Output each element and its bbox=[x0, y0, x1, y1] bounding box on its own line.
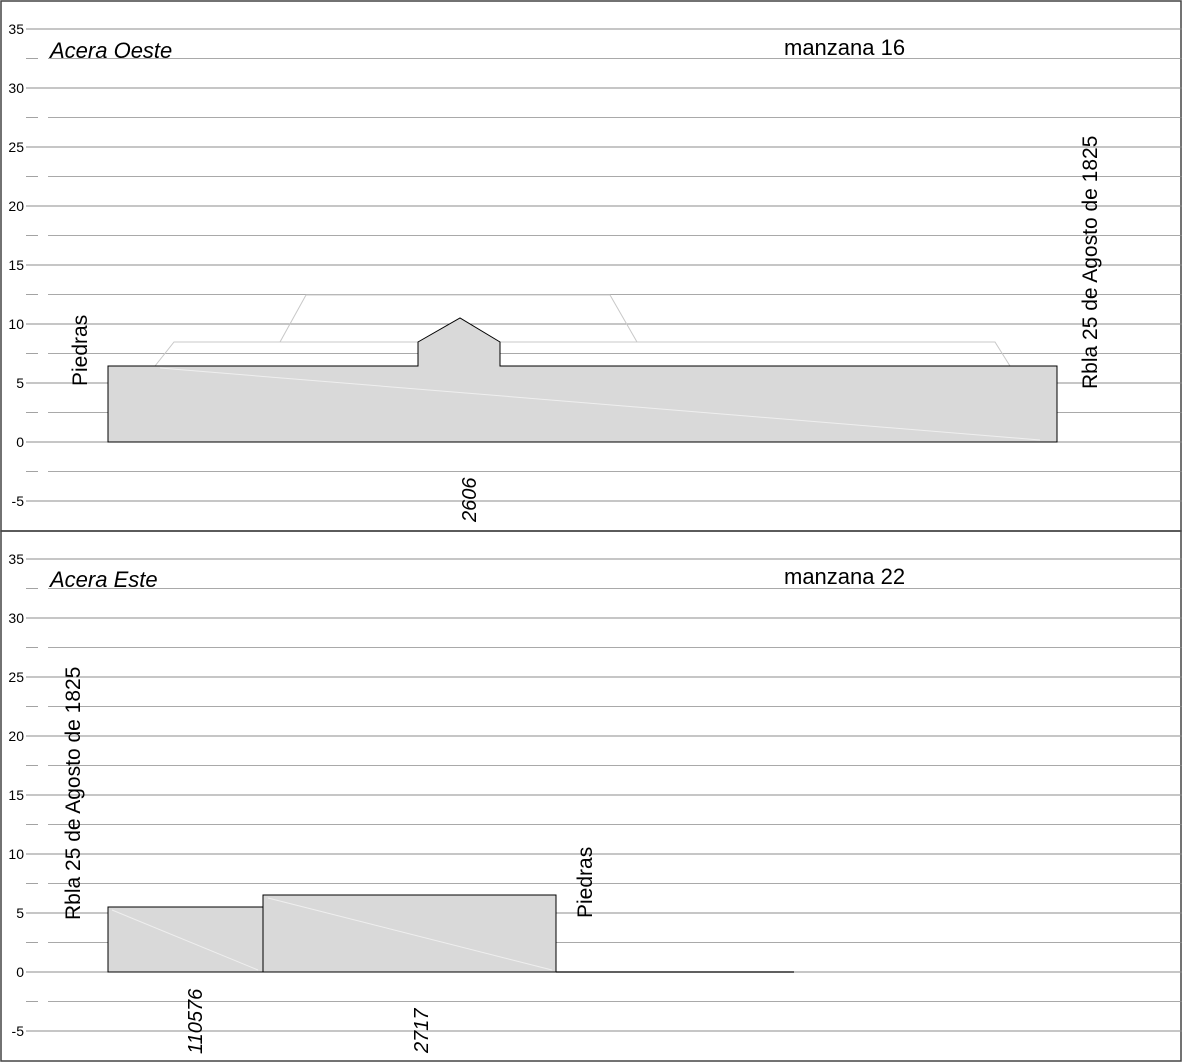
y-tick-label: -5 bbox=[11, 493, 24, 509]
side-label: Acera Este bbox=[50, 567, 158, 592]
y-tick-label: 15 bbox=[8, 787, 24, 803]
side-label: Acera Oeste bbox=[50, 38, 173, 63]
y-tick-label: 0 bbox=[16, 964, 24, 980]
y-tick-label: 20 bbox=[8, 728, 24, 744]
y-tick-label: -5 bbox=[11, 1023, 24, 1039]
y-tick-label: 10 bbox=[8, 316, 24, 332]
panel-frame bbox=[1, 531, 1181, 1061]
street-label-right: Piedras bbox=[574, 846, 597, 918]
y-tick-label: 35 bbox=[8, 551, 24, 567]
y-tick-label: 30 bbox=[8, 80, 24, 96]
street-label-left: Piedras bbox=[69, 314, 92, 386]
panel-frame bbox=[1, 1, 1181, 531]
y-tick-label: 20 bbox=[8, 198, 24, 214]
y-tick-label: 15 bbox=[8, 257, 24, 273]
street-label-left: Rbla 25 de Agosto de 1825 bbox=[62, 666, 85, 920]
y-tick-label: 25 bbox=[8, 669, 24, 685]
y-axis-labels bbox=[8, 551, 24, 1039]
lot-number-label: 110576 bbox=[185, 988, 207, 1054]
y-tick-label: 5 bbox=[16, 905, 24, 921]
y-tick-label: 10 bbox=[8, 846, 24, 862]
y-axis-labels bbox=[8, 21, 24, 509]
ghost-outline bbox=[155, 342, 1010, 366]
panel-acera-oeste bbox=[1, 1, 1182, 531]
street-label-right: Rbla 25 de Agosto de 1825 bbox=[1079, 135, 1102, 389]
block-label: manzana 22 bbox=[784, 564, 906, 589]
lot-number-label: 2717 bbox=[411, 1008, 433, 1053]
panel-acera-este bbox=[1, 531, 1182, 1061]
y-tick-label: 0 bbox=[16, 434, 24, 450]
y-tick-label: 35 bbox=[8, 21, 24, 37]
lot-number-label: 2606 bbox=[459, 477, 481, 522]
building-elevation-2606 bbox=[108, 318, 1057, 442]
y-tick-label: 30 bbox=[8, 610, 24, 626]
y-tick-label: 25 bbox=[8, 139, 24, 155]
block-label: manzana 16 bbox=[784, 35, 906, 60]
background-silhouette bbox=[155, 295, 1010, 366]
y-tick-label: 5 bbox=[16, 375, 24, 391]
